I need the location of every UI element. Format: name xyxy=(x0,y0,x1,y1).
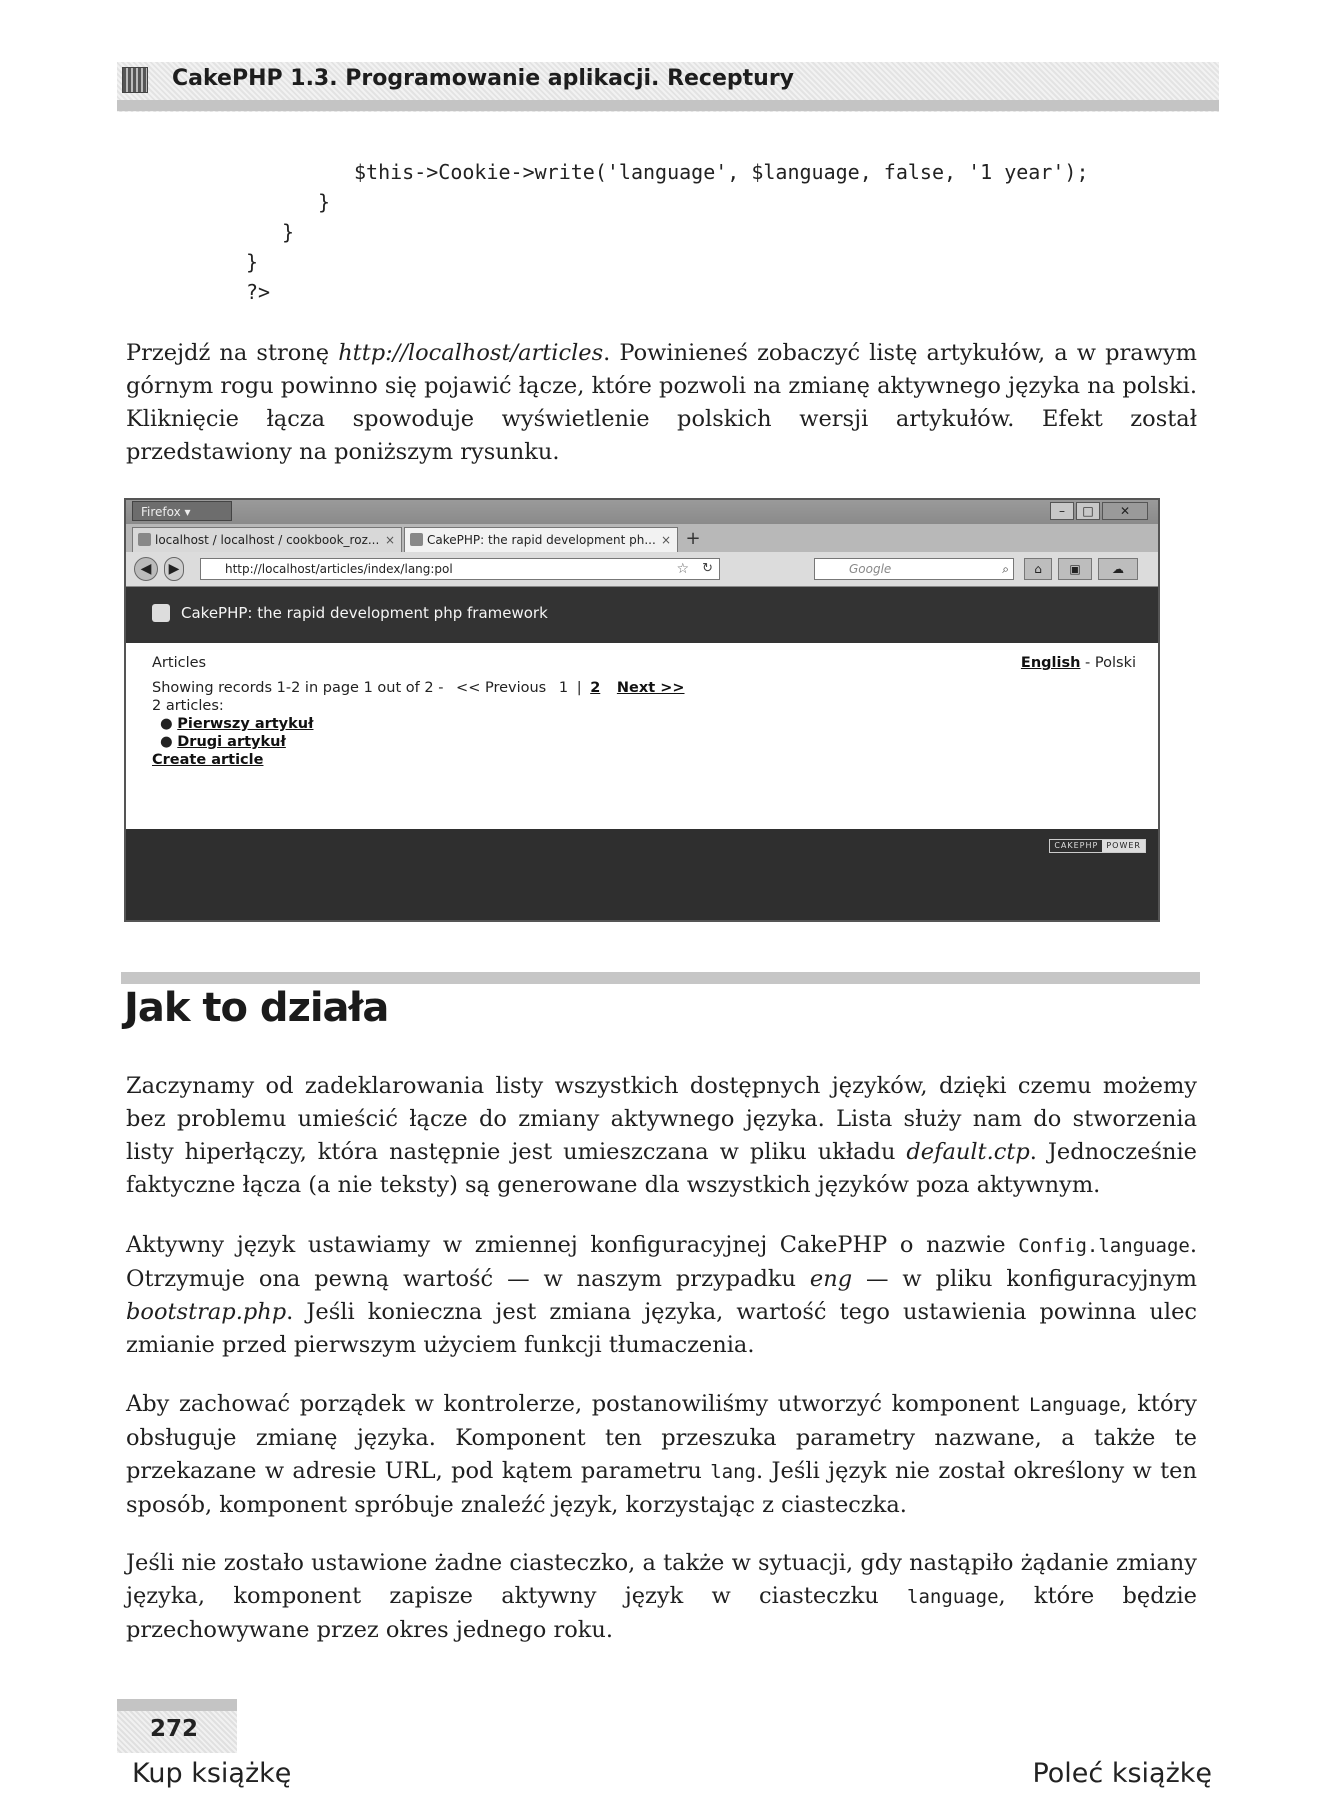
text: . Otrzymuje ona pewną wartość — w naszym przypadku xyxy=(126,1232,1197,1292)
close-window-icon[interactable]: ✕ xyxy=(1102,502,1148,520)
text: . Powinieneś zobaczyć listę artykułów, a w prawym górnym rogu powinno się pojawić łącze, które pozwoli na zmianę aktywnego języka na polski. Kliknięcie łącza spowoduje wyświetlenie polskich wersji artykułów. Efekt został przedstawiony na poniższym rysunku. xyxy=(126,340,1198,465)
tab-close-icon[interactable]: × xyxy=(660,533,671,547)
maximize-icon[interactable]: □ xyxy=(1076,502,1100,520)
page-2-link[interactable]: 2 xyxy=(590,680,601,696)
inline-code: Config.language xyxy=(1018,1235,1190,1257)
article-list-item xyxy=(160,716,313,732)
section-title: Jak to działa xyxy=(124,985,389,1031)
cake-site-header xyxy=(126,587,1158,643)
reload-icon[interactable]: ↻ xyxy=(702,561,713,576)
badge-right: POWER xyxy=(1102,840,1145,852)
section-rule xyxy=(121,972,1200,984)
back-arrow-icon[interactable]: ◀ xyxy=(134,557,158,581)
next-link[interactable]: Next >> xyxy=(616,680,685,696)
firefox-menu-button[interactable]: Firefox ▾ xyxy=(132,501,232,521)
body-paragraph xyxy=(126,1547,1197,1647)
address-url: http://localhost/articles/index/lang:pol xyxy=(225,562,453,576)
article-link[interactable]: Drugi artykuł xyxy=(177,734,286,750)
bookmark-star-icon[interactable]: ☆ xyxy=(676,561,689,577)
book-icon xyxy=(122,67,148,93)
tab-label: localhost / localhost / cookbook_roz... xyxy=(155,533,380,547)
inline-code: language xyxy=(907,1586,999,1608)
search-icon[interactable]: ⌕ xyxy=(1002,562,1009,576)
text: . Jednocześnie faktyczne łącza (a nie teksty) są generowane dla wszystkich języków poza aktywnym. xyxy=(126,1139,1197,1198)
separator: - xyxy=(1080,655,1095,671)
new-tab-button[interactable]: + xyxy=(685,528,701,549)
navigation-bar xyxy=(126,552,1158,587)
forward-arrow-icon[interactable]: ▶ xyxy=(164,557,184,581)
header-rule xyxy=(117,100,1219,111)
text: Przejdź na stronę xyxy=(126,340,339,366)
tab-phpmyadmin[interactable] xyxy=(132,527,402,552)
body-paragraph xyxy=(126,1070,1197,1202)
articles-heading: Articles xyxy=(152,655,207,671)
tab-bar xyxy=(126,524,1158,552)
recommend-book-link[interactable]: Poleć książkę xyxy=(1032,1758,1212,1789)
filename: default.ctp xyxy=(906,1139,1030,1165)
code-line: } xyxy=(246,250,259,274)
cake-content xyxy=(126,643,1158,829)
text: Zaczynamy od zadeklarowania listy wszystkich dostępnych języków, dzięki czemu możemy bez problemu umieścić łącze do zmiany aktywnego języka. Lista służy nam do stworzenia listy hiperłączy, która następnie jest umieszczana w pliku układu xyxy=(126,1073,1197,1165)
separator: | xyxy=(576,680,582,696)
cake-site-title: CakePHP: the rapid development php framework xyxy=(181,604,548,622)
article-link[interactable]: Pierwszy artykuł xyxy=(177,716,314,732)
create-article-link[interactable]: Create article xyxy=(152,752,264,768)
pma-favicon-icon xyxy=(138,533,151,546)
pagination-row xyxy=(152,680,685,696)
window-titlebar xyxy=(126,500,1158,524)
bullet: ● xyxy=(160,716,173,732)
value: eng xyxy=(809,1266,853,1292)
bookmarks-icon[interactable]: ▣ xyxy=(1058,558,1092,580)
text: . Jeśli język nie został określony w ten sposób, komponent spróbuje znaleźć język, korzystając z ciasteczka. xyxy=(126,1458,1197,1518)
filename: bootstrap.php xyxy=(126,1299,287,1325)
page-number: 272 xyxy=(150,1716,199,1742)
code-line: } xyxy=(318,190,331,214)
running-header-title: CakePHP 1.3. Programowanie aplikacji. Receptury xyxy=(172,66,795,91)
code-line: ?> xyxy=(246,280,271,304)
language-switcher xyxy=(1021,655,1136,671)
tab-close-icon[interactable]: × xyxy=(384,533,395,547)
text: — w pliku konfiguracyjnym xyxy=(852,1266,1197,1292)
text: Jeśli nie zostało ustawione żadne ciasteczko, a także w sytuacji, gdy nastąpiło żądanie zmiany języka, komponent zapisze aktywny język w ciasteczku xyxy=(126,1550,1197,1609)
bullet: ● xyxy=(160,734,173,750)
search-box[interactable] xyxy=(814,558,1014,580)
intro-paragraph xyxy=(126,337,1197,469)
cakephp-power-badge[interactable] xyxy=(1049,839,1146,853)
tab-label: CakePHP: the rapid development ph... xyxy=(427,533,656,547)
text: Aktywny język ustawiamy w zmiennej konfiguracyjnej CakePHP o nazwie xyxy=(126,1232,1019,1258)
cake-site-footer xyxy=(126,829,1158,922)
url-text: http://localhost/articles xyxy=(338,340,604,366)
browser-screenshot-figure xyxy=(124,498,1160,922)
search-placeholder: Google xyxy=(849,562,892,576)
text: Aby zachować porządek w kontrolerze, postanowiliśmy utworzyć komponent xyxy=(126,1391,1030,1417)
showing-records-text: Showing records 1-2 in page 1 out of 2 - xyxy=(152,680,444,696)
inline-code: Language xyxy=(1029,1394,1121,1416)
text: . Jeśli konieczna jest zmiana języka, wartość tego ustawienia powinna ulec zmianie przed pierwszym użyciem funkcji tłumaczenia. xyxy=(126,1299,1197,1358)
badge-left: CAKEPHP xyxy=(1050,840,1102,852)
inline-code: lang xyxy=(710,1461,756,1483)
tab-cakephp[interactable] xyxy=(404,527,678,552)
address-bar[interactable] xyxy=(200,558,720,580)
body-paragraph xyxy=(126,1229,1197,1362)
lang-polski-current: Polski xyxy=(1094,655,1136,671)
minimize-icon[interactable]: – xyxy=(1050,502,1074,520)
page-1-current: 1 xyxy=(558,680,569,696)
text: , które będzie przechowywane przez okres jednego roku. xyxy=(126,1583,1197,1643)
code-line: $this->Cookie->write('language', $language, false, '1 year'); xyxy=(354,160,1089,184)
cake-logo-icon xyxy=(152,604,170,622)
code-line: } xyxy=(282,220,295,244)
article-list-item xyxy=(160,734,286,750)
cake-favicon-icon xyxy=(410,533,423,546)
body-paragraph xyxy=(126,1388,1197,1522)
text: , który obsługuje zmianę języka. Komponent ten przeszuka parametry nazwane, a także te przekazane w adresie URL, pod kątem parametru xyxy=(126,1391,1197,1484)
page-number-rule xyxy=(117,1699,237,1711)
articles-count: 2 articles: xyxy=(152,698,224,714)
previous-link: << Previous xyxy=(456,680,547,696)
lang-english-link[interactable]: English xyxy=(1020,655,1081,671)
buy-book-link[interactable]: Kup książkę xyxy=(132,1758,292,1789)
addon-icon[interactable]: ☁ xyxy=(1098,558,1138,580)
home-icon[interactable]: ⌂ xyxy=(1024,558,1052,580)
